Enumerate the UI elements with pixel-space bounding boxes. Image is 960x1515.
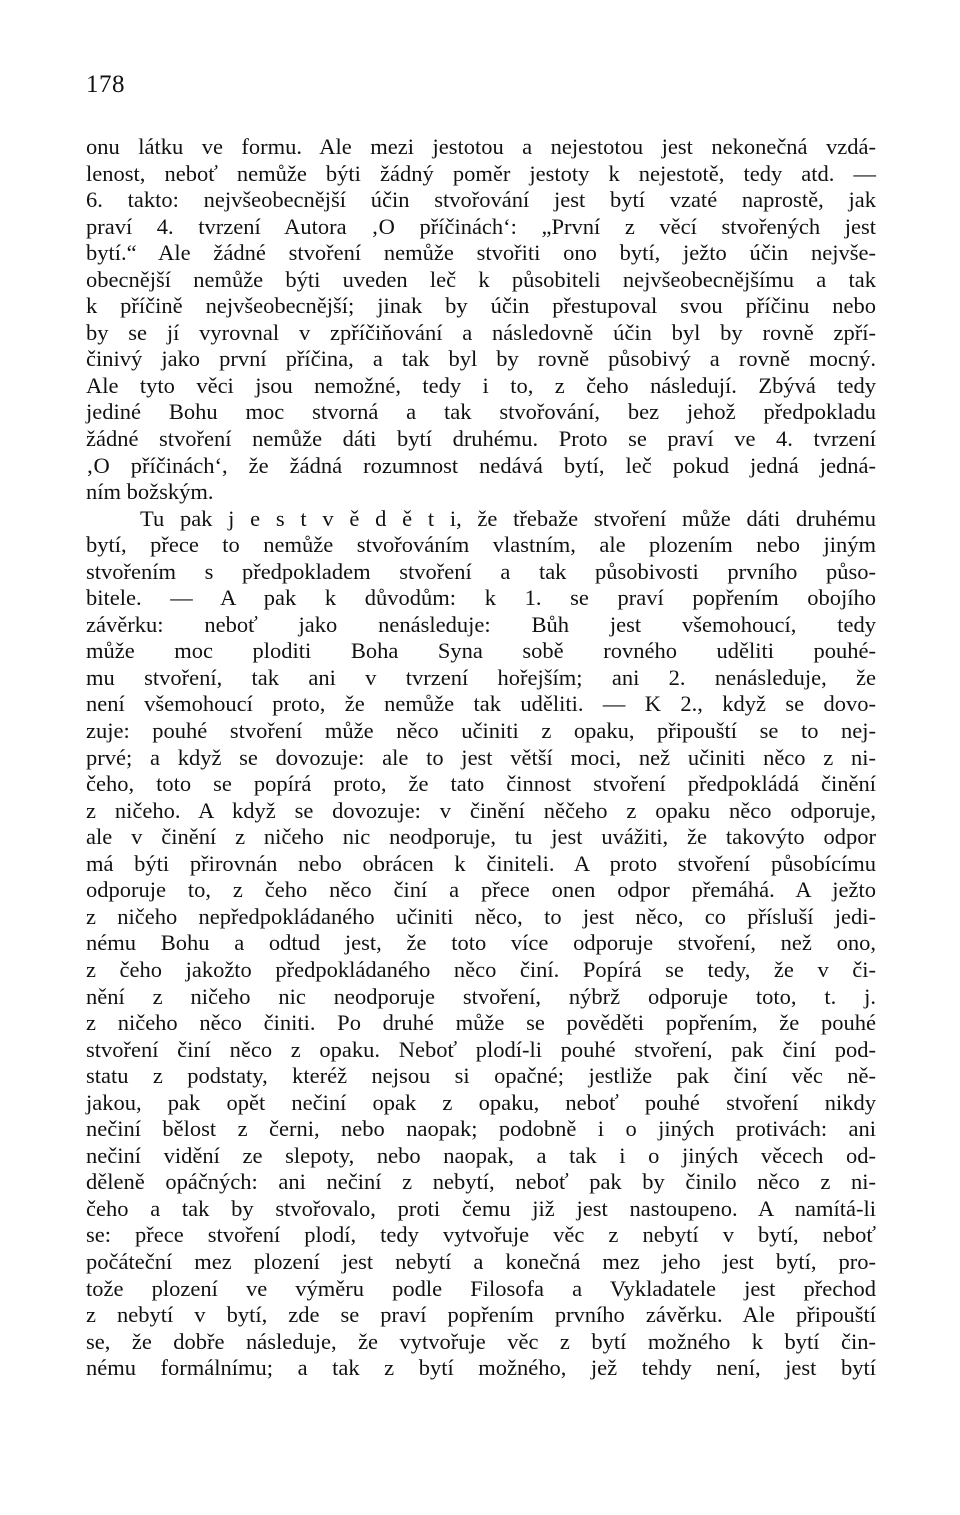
text-line: z ničeho nepředpokládaného učiniti něco, to jest něco, co přísluší jedi-: [86, 903, 876, 929]
text-line: čeho, toto se popírá proto, že tato činnost stvoření předpokládá činění: [86, 771, 876, 797]
text-line: onu látku ve formu. Ale mezi jestotou a nejestotou jest nekonečná vzdá-: [86, 134, 876, 159]
text-line: činivý jako první příčina, a tak byl by rovně působivý a rovně mocný.: [86, 346, 876, 372]
text-line: stvořením s předpokladem stvoření a tak působivosti prvního půso-: [86, 558, 876, 584]
text-line: má býti přirovnán nebo obrácen k činiteli. A proto stvoření působícímu: [86, 850, 876, 876]
text-line: žádné stvoření nemůže dáti bytí druhému. Proto se praví ve 4. tvrzení: [86, 426, 876, 452]
text-line: k příčině nejvšeobecnější; jinak by účin přestupoval svou příčinu nebo: [86, 293, 876, 319]
text-line: Ale tyto věci jsou nemožné, tedy i to, z čeho následují. Zbývá tedy: [86, 372, 876, 398]
text-line: není všemohoucí proto, že nemůže tak uděliti. — K 2., když se dovo-: [86, 691, 876, 717]
text-line: z nebytí v bytí, zde se praví popřením prvního závěrku. Ale připouští: [86, 1302, 876, 1328]
text-line: počáteční mez plození jest nebytí a konečná mez jeho jest bytí, pro-: [86, 1248, 876, 1274]
text-line: nému formálnímu; a tak z bytí možného, jež tehdy není, jest bytí: [86, 1355, 876, 1381]
text-line: ‚O příčinách‘, že žádná rozumnost nedává bytí, leč pokud jedná jedná-: [86, 452, 876, 478]
text-line: odporuje to, z čeho něco činí a přece onen odpor přemáhá. A ježto: [86, 877, 876, 903]
page-number: 178: [86, 71, 125, 98]
text-line: závěrku: neboť jako nenásleduje: Bůh jest všemohoucí, tedy: [86, 611, 876, 637]
text-line: lenost, neboť nemůže býti žádný poměr jestoty k nejestotě, tedy atd. —: [86, 160, 876, 186]
text-line: z ničeho něco činiti. Po druhé může se pověděti popřením, že pouhé: [86, 1010, 876, 1036]
text-line: nečiní vidění ze slepoty, nebo naopak, a tak i o jiných věcech od-: [86, 1142, 876, 1168]
text-line: jakou, pak opět nečiní opak z opaku, neboť pouhé stvoření nikdy: [86, 1089, 876, 1115]
text-line: z ničeho. A když se dovozuje: v činění něčeho z opaku něco odporuje,: [86, 797, 876, 823]
text-line: prvé; a když se dovozuje: ale to jest větší moci, než učiniti něco z ni-: [86, 744, 876, 770]
text-line: bytí, přece to nemůže stvořováním vlastním, ale plozením nebo jiným: [86, 532, 876, 558]
text-line: by se jí vyrovnal v zpříčiňování a následovně účin byl by rovně zpří-: [86, 319, 876, 345]
text-line: zuje: pouhé stvoření může něco učiniti z opaku, připouští se to nej-: [86, 718, 876, 744]
text-line: bitele. — A pak k důvodům: k 1. se praví popřením obojího: [86, 585, 876, 611]
text-line: nečiní bělost z černi, nebo naopak; podobně i o jiných protivách: ani: [86, 1116, 876, 1142]
text-line: jediné Bohu moc stvorná a tak stvořování, bez jehož předpokladu: [86, 399, 876, 425]
text-line: nění z ničeho nic neodporuje stvoření, nýbrž odporuje toto, t. j.: [86, 983, 876, 1009]
text-line: ale v činění z ničeho nic neodporuje, tu jest uvážiti, že takovýto odpor: [86, 824, 876, 850]
text-line: bytí.“ Ale žádné stvoření nemůže stvořiti ono bytí, ježto účin nejvše-: [86, 240, 876, 266]
text-line: nému Bohu a odtud jest, že toto více odporuje stvoření, než ono,: [86, 930, 876, 956]
text-line: obecnější nemůže býti uveden leč k působiteli nejvšeobecnějšímu a tak: [86, 266, 876, 292]
text-line: Tu pak j e s t v ě d ě t i, že třebaže stvoření může dáti druhému: [140, 505, 876, 531]
text-line: statu z podstaty, kteréž nejsou si opačné; jestliže pak činí věc ně-: [86, 1063, 876, 1089]
text-line: ním božským.: [86, 479, 214, 505]
text-line: se: přece stvoření plodí, tedy vytvořuje věc z nebytí v bytí, neboť: [86, 1222, 876, 1248]
text-line: děleně opáčných: ani nečiní z nebytí, neboť pak by činilo něco z ni-: [86, 1169, 876, 1195]
text-line: mu stvoření, tak ani v tvrzení hořejším; ani 2. nenásleduje, že: [86, 664, 876, 690]
text-line: stvoření činí něco z opaku. Neboť plodí-li pouhé stvoření, pak činí pod-: [86, 1036, 876, 1062]
text-line: tože plození ve výměru podle Filosofa a Vykladatele jest přechod: [86, 1275, 876, 1301]
body-text: [86, 134, 876, 1382]
text-line: z čeho jakožto předpokládaného něco činí. Popírá se tedy, že v či-: [86, 956, 876, 982]
text-line: 6. takto: nejvšeobecnější účin stvořování jest bytí vzaté naprostě, jak: [86, 187, 876, 213]
text-line: čeho a tak by stvořovalo, proti čemu již jest nastoupeno. A namítá-li: [86, 1195, 876, 1221]
text-line: se, že dobře následuje, že vytvořuje věc z bytí možného k bytí čin-: [86, 1328, 876, 1354]
text-line: může moc ploditi Boha Syna sobě rovného uděliti pouhé-: [86, 638, 876, 664]
text-line: praví 4. tvrzení Autora ‚O příčinách‘: „První z věcí stvořených jest: [86, 213, 876, 239]
